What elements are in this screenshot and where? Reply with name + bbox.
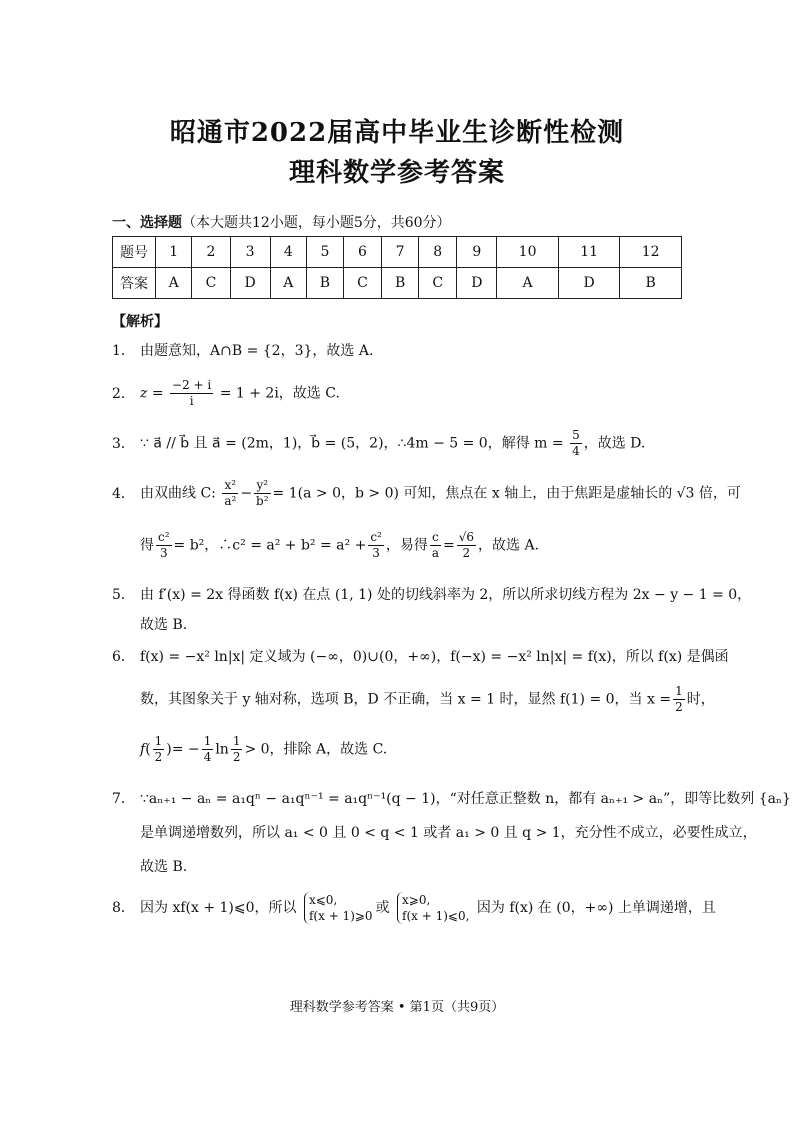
answer-cell: B	[306, 268, 343, 299]
answer-cell: C	[343, 268, 381, 299]
question-number-cell: 7	[382, 237, 419, 268]
answer-table	[112, 236, 682, 299]
item-text: 故选 B.	[140, 617, 188, 633]
answer-cell: A	[156, 268, 192, 299]
item-6-cont2: f( $\frac{1}{2}$ )= − $\frac{1}{4}$ ln $\frac{1}{2}$ > 0，排除 A，故选 C.	[140, 734, 388, 764]
item-text: 故选 B.	[140, 859, 188, 875]
question-number-cell: 1	[156, 237, 192, 268]
fraction: $\frac{\text{y²}}{\text{b²}}$	[256, 478, 269, 508]
answer-cell: A	[270, 268, 306, 299]
fraction: $\frac{√6}{2}$	[458, 530, 475, 560]
item-text: ln	[215, 741, 229, 758]
item-6-cont	[140, 684, 715, 715]
row-label-answer: 答案	[113, 268, 156, 299]
case-system: x⩽0, f(x + 1)⩾0	[304, 892, 373, 924]
item-text: 因为 f(x) 在 (0，+∞) 上单调递增，且	[476, 900, 716, 916]
item-text: ，故选 A.	[478, 537, 540, 554]
section-title: 一、选择题	[112, 215, 182, 231]
item-text: ∵ a⃗ // b⃗ 且 a⃗ = (2m，1)，b⃗ = (5，2)，∴4m − 5 = 0，解得 m =	[140, 435, 564, 452]
item-1	[112, 340, 373, 360]
question-number-cell: 9	[457, 237, 497, 268]
item-3	[112, 428, 645, 459]
answer-cell: D	[230, 268, 270, 299]
answer-cell: D	[457, 268, 497, 299]
item-5-cont	[140, 614, 187, 634]
item-text: 由题意知，A∩B = {2，3}，故选 A.	[140, 343, 374, 359]
item-text: = 1(a > 0，b > 0) 可知，焦点在 x 轴上，由于焦距是虚轴长的 √3 倍，可	[272, 485, 741, 502]
item-7-cont	[140, 822, 757, 842]
item-8	[112, 892, 716, 924]
doc-title-line1: 昭通市2022届高中毕业生诊断性检测	[169, 118, 625, 148]
question-number-cell: 8	[419, 237, 457, 268]
item-5	[112, 584, 751, 604]
item-text: = 1 + 2i，故选 C.	[219, 385, 340, 402]
fraction: $\frac{5}{4}$	[572, 428, 580, 458]
item-text: = −	[171, 741, 200, 758]
question-number-cell: 11	[558, 237, 620, 268]
table-row	[113, 237, 682, 268]
item-7	[112, 788, 791, 808]
item-text: > 0，排除 A，故选 C.	[244, 741, 388, 758]
item-text: 因为 xf(x + 1)⩽0，所以	[140, 900, 297, 916]
question-number-cell: 12	[620, 237, 682, 268]
item-number: 8．	[112, 900, 135, 916]
table-row	[113, 268, 682, 299]
item-text: ，故选 D.	[583, 435, 646, 452]
question-number-cell: 10	[497, 237, 559, 268]
fraction: $\frac{1}{2}$	[232, 734, 241, 764]
item-number: 3．	[112, 435, 135, 452]
answer-cell: B	[620, 268, 682, 299]
question-number-cell: 3	[230, 237, 270, 268]
question-number-cell: 6	[343, 237, 381, 268]
item-text: 时，	[686, 691, 715, 708]
item-number: 5．	[112, 587, 135, 603]
fraction: $\frac{c}{a}$	[431, 530, 439, 560]
item-text: 由 f′(x) = 2x 得函数 f(x) 在点 (1, 1) 处的切线斜率为 2，所以所求切线方程为 2x − y − 1 = 0，	[140, 587, 752, 603]
item-number: 7．	[112, 791, 135, 807]
fraction: $\frac{1}{4}$	[203, 734, 212, 764]
question-number-cell: 4	[270, 237, 306, 268]
item-text: 或	[375, 900, 390, 916]
answer-cell: C	[192, 268, 230, 299]
fraction: $\frac{-2 + i}{i}$	[172, 378, 212, 408]
item-text: 得	[140, 537, 154, 554]
item-4-cont: 得 $\frac{\text{c²}}{3}$ = b²，∴c² = a² + b² = a² + $\frac{\text{c²}}{3}$ ，易得 $\frac{c}{a}$ = $\frac{√6}{2}$ ，故选 A.	[140, 530, 540, 560]
item-text: 由双曲线 C:	[140, 485, 216, 502]
answer-cell: D	[558, 268, 620, 299]
fraction: $\frac{\text{x²}}{\text{a²}}$	[224, 478, 237, 508]
doc-title-line2: 理科数学参考答案	[288, 158, 505, 188]
item-text: 是单调递增数列，所以 a₁ < 0 且 0 < q < 1 或者 a₁ > 0 且 q > 1，充分性不成立，必要性成立，	[140, 825, 757, 841]
item-text: f(x) = −x² ln|x| 定义域为 (−∞，0)∪(0，+∞)，f(−x) = −x² ln|x| = f(x)，所以 f(x) 是偶函	[140, 649, 729, 665]
question-number-cell: 2	[192, 237, 230, 268]
fraction: $\frac{\text{c²}}{3}$	[370, 530, 382, 560]
item-text: ，易得	[385, 537, 428, 554]
fraction: $\frac{\text{c²}}{3}$	[158, 530, 170, 560]
item-4: 4． 由双曲线 C: $\frac{\text{x²}}{\text{a²}}$ − $\frac{\text{y²}}{\text{b²}}$ = 1(a > 0，b > 0) 可知，焦点在 x 轴上，由于焦距是虚轴长的 √3 倍，可	[112, 478, 741, 508]
item-number: 1．	[112, 343, 135, 359]
item-2	[112, 378, 340, 409]
section-heading	[112, 212, 451, 232]
section-note: （本大题共12小题，每小题5分，共60分）	[182, 215, 451, 231]
item-number: 4．	[112, 485, 135, 502]
case-system: x⩾0, f(x + 1)⩽0,	[397, 892, 469, 924]
page-footer: 理科数学参考答案 • 第1页（共9页）	[289, 1000, 505, 1015]
item-number: 6．	[112, 649, 135, 665]
answer-cell: B	[382, 268, 419, 299]
item-text: z =	[140, 385, 164, 402]
answer-cell: A	[497, 268, 559, 299]
question-number-cell: 5	[306, 237, 343, 268]
item-text: 数，其图象关于 y 轴对称，选项 B，D 不正确，当 x = 1 时，显然 f(1) = 0，当 x =	[140, 691, 672, 708]
item-number: 2．	[112, 385, 135, 402]
answer-cell: C	[419, 268, 457, 299]
analysis-label: 【解析】	[112, 314, 168, 330]
item-6	[112, 646, 729, 666]
fraction: $\frac{1}{2}$	[675, 684, 683, 714]
item-text: = b²，∴c² = a² + b² = a² +	[173, 537, 367, 554]
row-label-number: 题号	[113, 237, 156, 268]
item-text: ∵aₙ₊₁ − aₙ = a₁qⁿ − a₁qⁿ⁻¹ = a₁qⁿ⁻¹(q − 1)，“对任意正整数 n，都有 aₙ₊₁ > aₙ”，即等比数列 {aₙ}	[140, 791, 791, 807]
fraction: $\frac{1}{2}$	[154, 734, 163, 764]
item-7-cont2	[140, 856, 187, 876]
